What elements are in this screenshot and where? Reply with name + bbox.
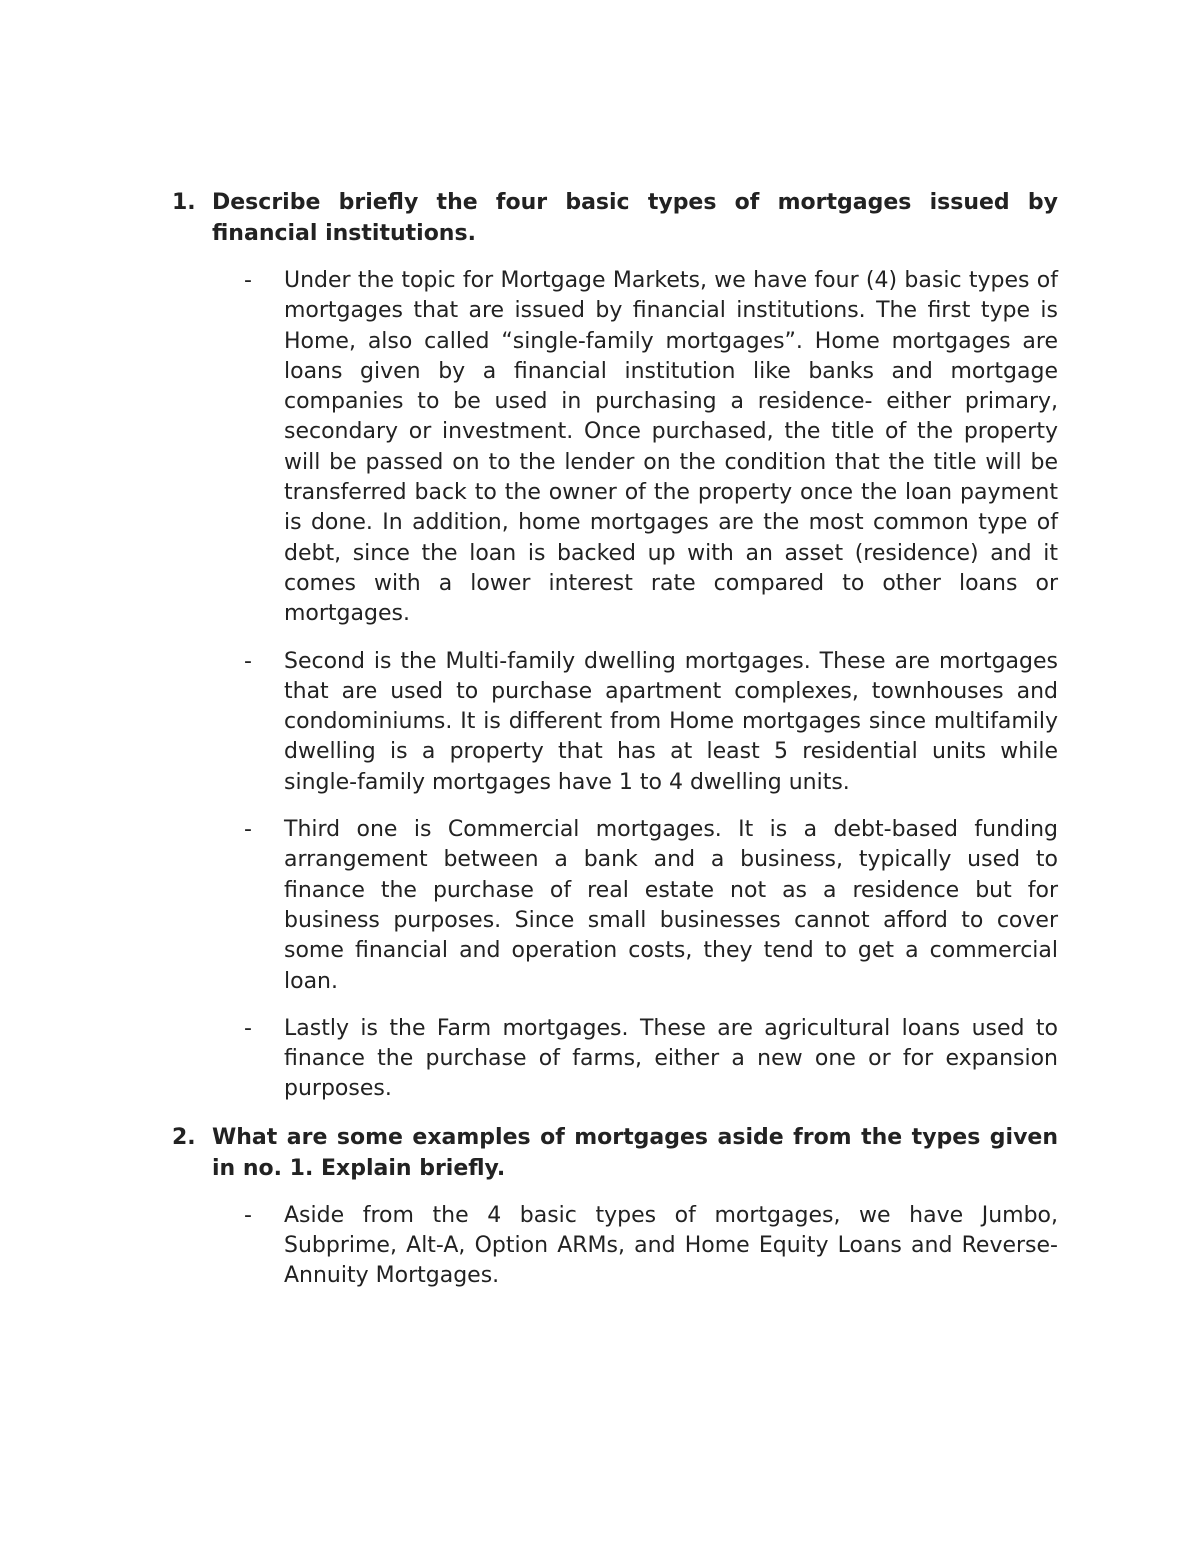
answer-text: Lastly is the Farm mortgages. These are agricultural loans used to finance the purchase of farms, either a new one or for expansion purposes. [284, 1015, 1058, 1102]
question-text: Describe briefly the four basic types of mortgages issued by financial institutions. [212, 190, 1058, 246]
question-text: What are some examples of mortgages aside from the types given in no. 1. Explain briefly. [212, 1124, 1058, 1181]
bullet-dash: - [244, 648, 252, 674]
answer-item [244, 647, 1058, 798]
question-1 [172, 187, 1058, 249]
answer-text: Under the topic for Mortgage Markets, we have four (4) basic types of mortgages that are issued by financial institutions. The first type is Home, also called “single-family mortgages”. Home mortgages are loans given by a financial institution like banks and mortgage companies to be used in purchasing a residence- either primary, secondary or investment. Once purchased, the title of the property will be passed on to the lender on the condition that the title will be transferred back to the owner of the property once the loan payment is done. In addition, home mortgages are the most common type of debt, since the loan is backed up with an asset (residence) and it comes with a lower interest rate compared to other loans or mortgages. [284, 268, 1058, 627]
answer-text: Second is the Multi-family dwelling mortgages. These are mortgages that are used to purchase apartment complexes, townhouses and condominiums. It is different from Home mortgages since multifamily dwelling is a property that has at least 5 residential units while single-family mortgages have 1 to 4 dwelling units. [284, 648, 1058, 795]
bullet-dash: - [244, 817, 252, 843]
document-body [172, 187, 1058, 1292]
answer-text: Aside from the 4 basic types of mortgages, we have Jumbo, Subprime, Alt-A, Option ARMs, and Home Equity Loans and Reverse-Annuity Mortgages. [284, 1202, 1058, 1289]
bullet-dash: - [244, 1202, 252, 1228]
answer-item [244, 815, 1058, 997]
answer-item [244, 266, 1058, 630]
question-2 [172, 1122, 1058, 1184]
answer-item [244, 1014, 1058, 1105]
bullet-dash: - [244, 1015, 252, 1041]
answer-item [244, 1201, 1058, 1292]
answer-text: Third one is Commercial mortgages. It is a debt-based funding arrangement between a bank and a business, typically used to finance the purchase of real estate not as a residence but for business purposes. Since small businesses cannot afford to cover some financial and operation costs, they tend to get a commercial loan. [284, 817, 1058, 994]
question-number: 1. [172, 190, 196, 215]
question-number: 2. [172, 1124, 196, 1150]
bullet-dash: - [244, 268, 252, 293]
